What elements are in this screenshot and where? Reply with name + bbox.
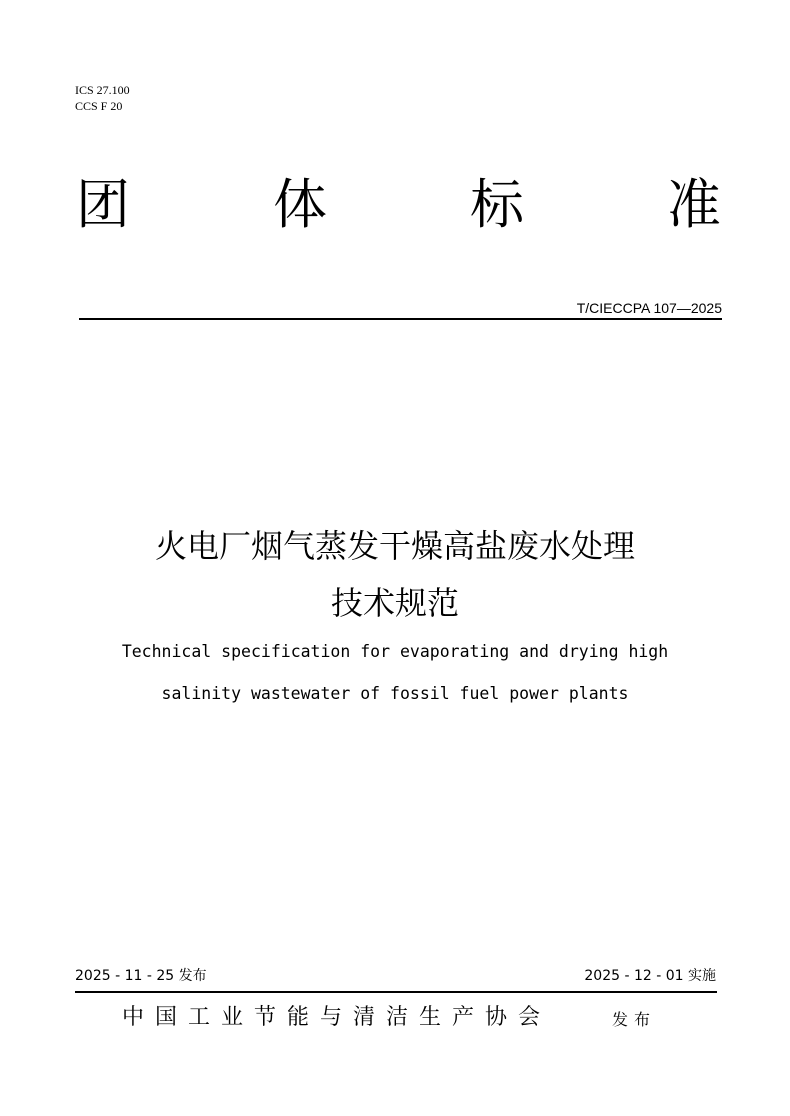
implementation-date: 2025 - 12 - 01 实施 xyxy=(584,968,716,984)
publisher-name: 中国工业节能与清洁生产协会 xyxy=(122,1005,552,1030)
english-title-line-1: Technical specification for evaporating and drying high xyxy=(121,642,669,661)
issue-date: 2025 - 11 - 25 发布 xyxy=(75,968,207,984)
ccs-code: CCS F 20 xyxy=(75,99,123,113)
classification-codes xyxy=(75,82,130,114)
standard-type-heading xyxy=(76,170,721,240)
header-divider xyxy=(79,318,722,320)
heading-char-3: 标 xyxy=(470,173,524,236)
heading-char-4: 准 xyxy=(667,173,721,236)
english-title-line-2: salinity wastewater of fossil fuel power plants xyxy=(161,684,629,703)
heading-char-2: 体 xyxy=(273,173,327,236)
chinese-title-line-2: 技术规范 xyxy=(330,584,459,622)
footer-divider xyxy=(75,991,717,993)
heading-char-1: 团 xyxy=(76,173,130,236)
chinese-title-line-1: 火电厂烟气蒸发干燥高盐废水处理 xyxy=(154,527,635,565)
ics-code: ICS 27.100 xyxy=(75,83,130,97)
publisher-suffix: 发布 xyxy=(612,1010,657,1029)
standard-number: T/CIECCPA 107—2025 xyxy=(576,300,722,316)
